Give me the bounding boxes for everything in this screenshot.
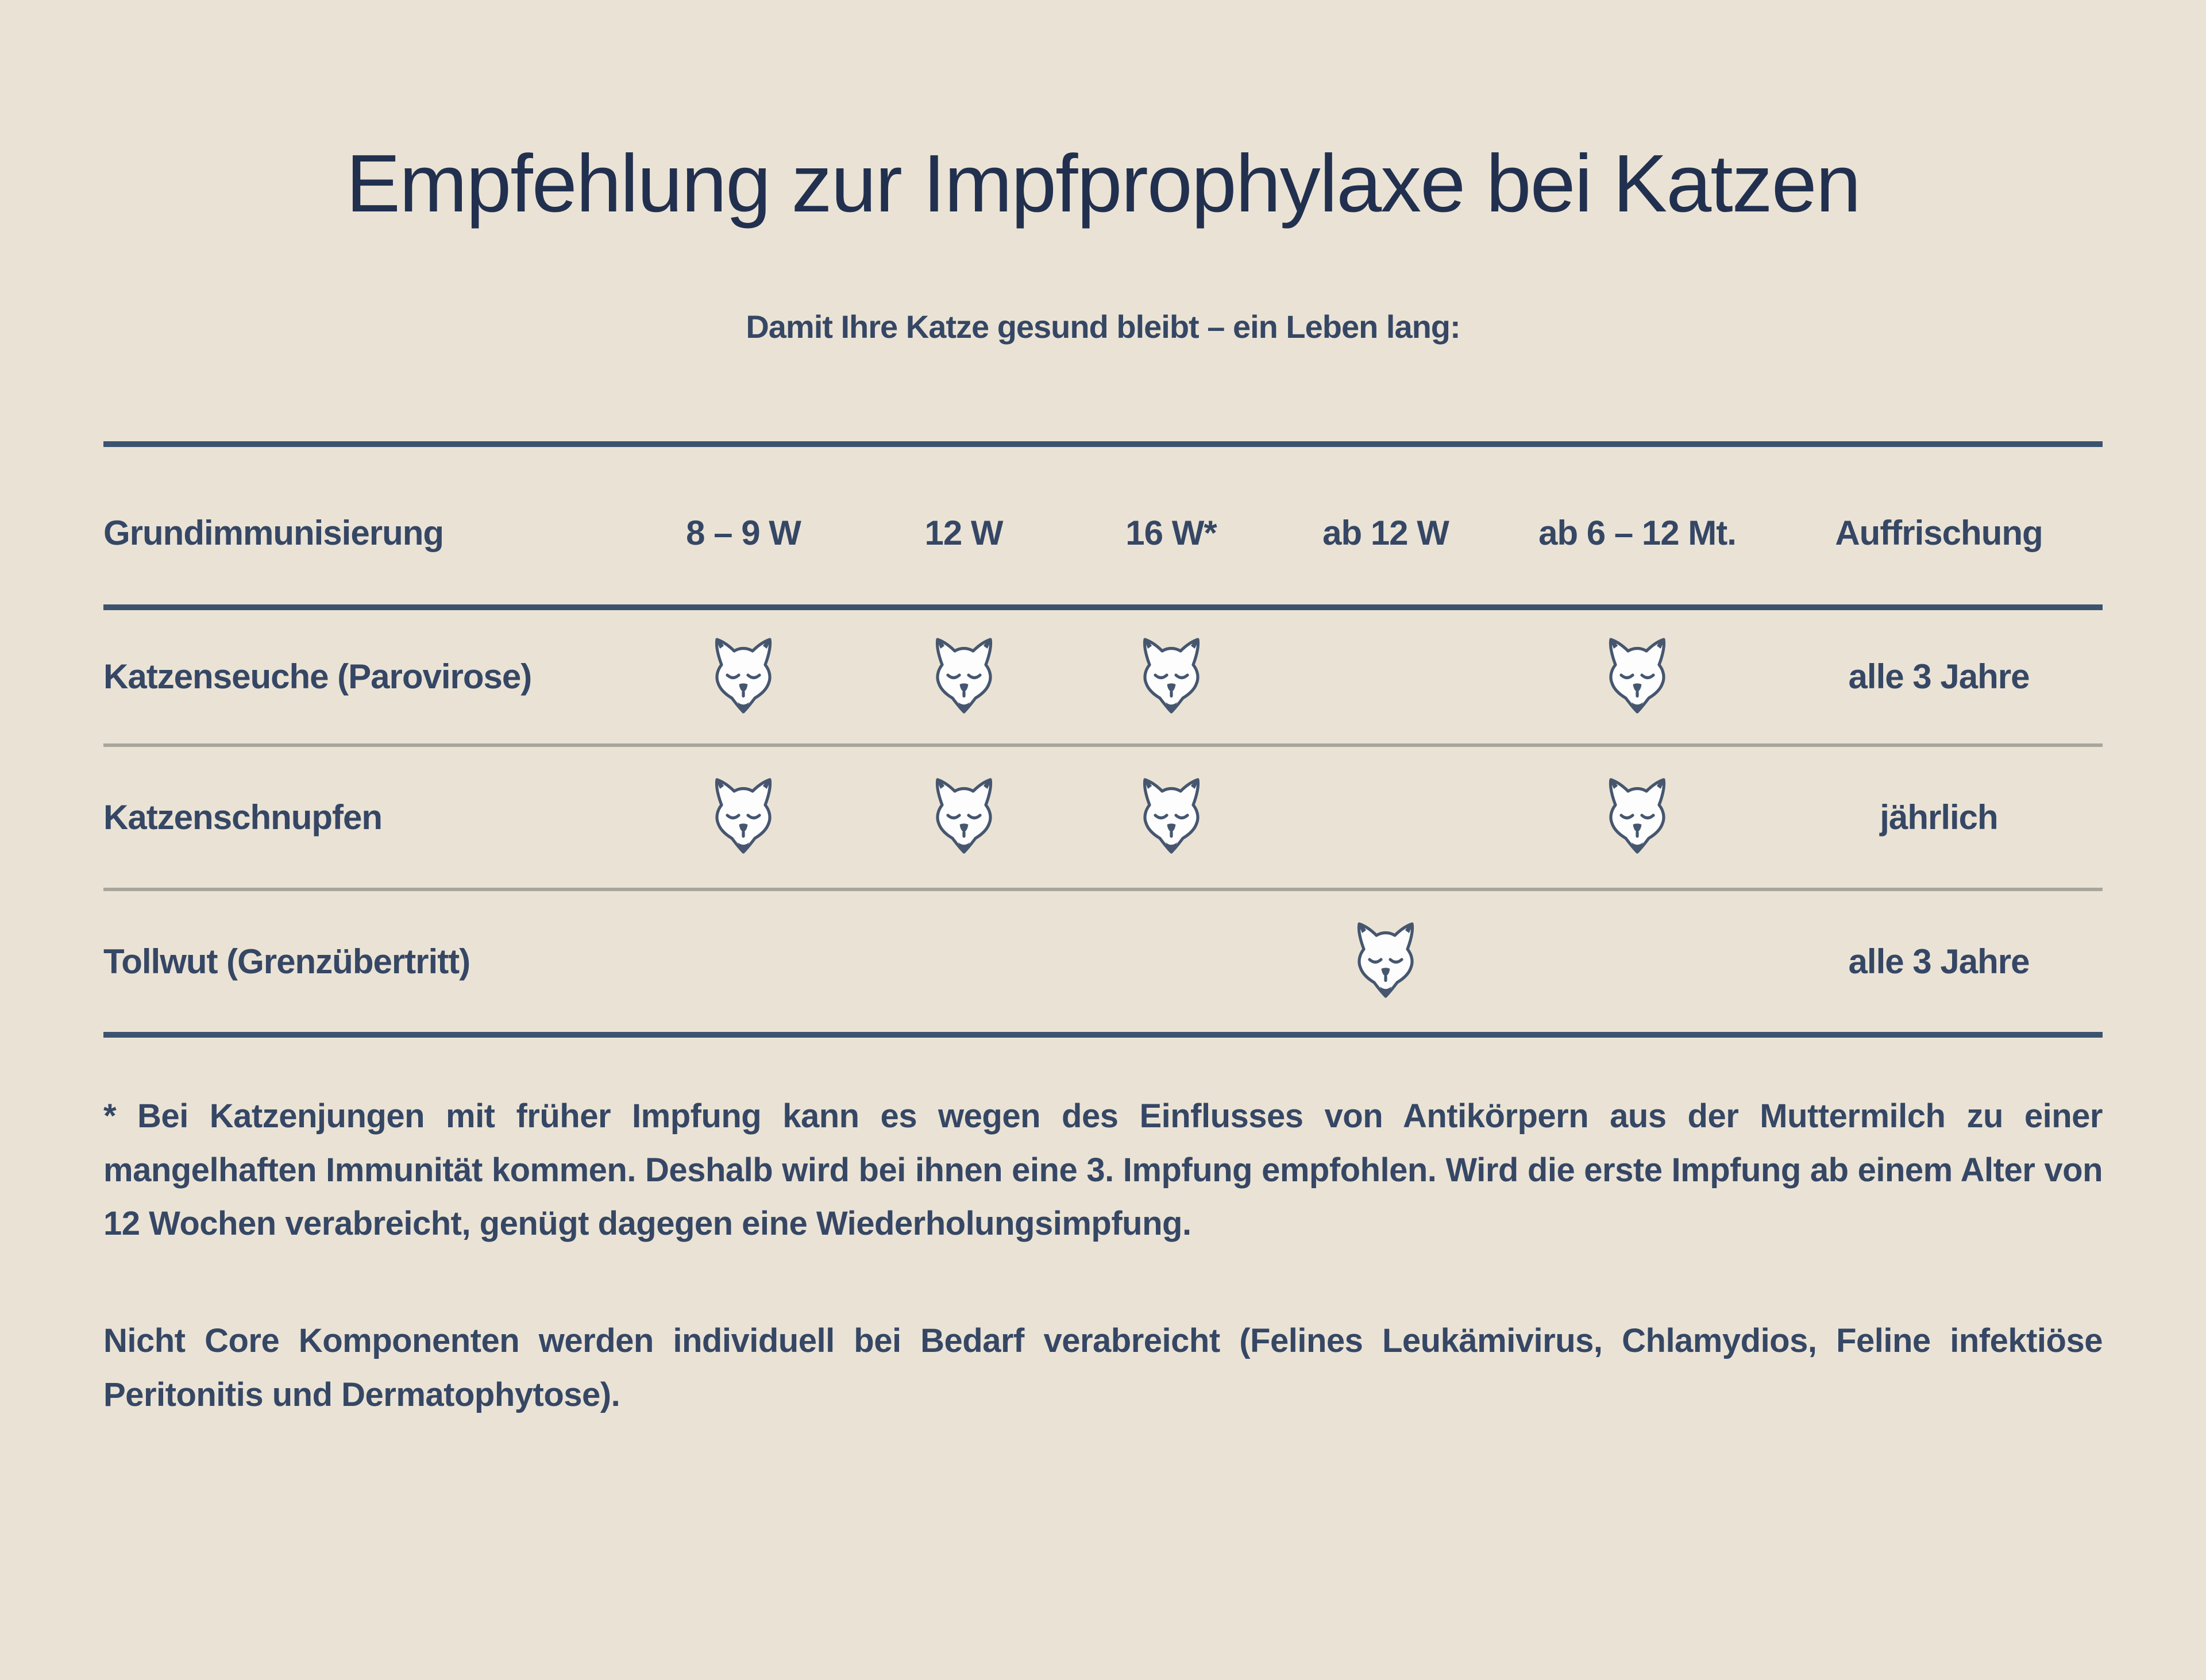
asterisk-footnote: * Bei Katzenjungen mit früher Impfung kann es wegen des Einflusses von Antikörpern aus der Muttermilch zu einer mangelhaften Immunität kommen. Deshalb wird bei ihnen eine 3. Impfung empfohlen. Wird die erste Impfung ab einem Alter von 12 Wochen verabreicht, genügt dagegen eine Wiederholungsimpfung.: [103, 1097, 2103, 1243]
disease-label: Katzenschnupfen: [103, 797, 383, 837]
header-16-w: 16 W*: [1125, 513, 1217, 552]
vaccination-mark-cell: [857, 633, 1070, 720]
refresh-interval: alle 3 Jahre: [1848, 942, 2030, 981]
header-ab-6-12-mt: ab 6 – 12 Mt.: [1538, 513, 1736, 552]
table-row: [103, 610, 2103, 743]
table-header-row: [103, 447, 2103, 604]
cat-face-icon: [931, 633, 997, 720]
vaccination-mark-cell: [1070, 633, 1272, 720]
cat-face-icon: [1352, 918, 1419, 1005]
table-top-rule: [103, 441, 2103, 447]
vaccination-mark-cell: [1272, 918, 1499, 1005]
table-body: [103, 610, 2103, 1032]
cat-face-icon: [1138, 773, 1205, 861]
cat-face-icon: [1604, 633, 1671, 720]
header-grundimmunisierung: Grundimmunisierung: [103, 513, 444, 552]
header-auffrischung: Auffrischung: [1835, 513, 2043, 552]
cat-face-icon: [931, 773, 997, 861]
vaccination-infographic: [103, 135, 2103, 1422]
non-core-footnote: Nicht Core Komponenten werden individuell bei Bedarf verabreicht (Felines Leukämivirus, Chlamydios, Feline infektiöse Peritonitis und Dermatophytose).: [103, 1322, 2103, 1414]
cat-face-icon: [1138, 633, 1205, 720]
vaccination-mark-cell: [1499, 633, 1775, 720]
header-8-9-w: 8 – 9 W: [686, 513, 801, 552]
header-ab-12-w: ab 12 W: [1322, 513, 1449, 552]
disease-label: Katzenseuche (Parovirose): [103, 657, 532, 696]
vaccination-mark-cell: [857, 773, 1070, 861]
header-12-w: 12 W: [924, 513, 1003, 552]
cat-face-icon: [710, 773, 777, 861]
page-title: Empfehlung zur Impfprophylaxe bei Katzen: [346, 138, 1860, 229]
cat-face-icon: [1604, 773, 1671, 861]
page-subtitle: Damit Ihre Katze gesund bleibt – ein Leben lang:: [746, 309, 1460, 345]
vaccination-mark-cell: [1070, 773, 1272, 861]
disease-label: Tollwut (Grenzübertritt): [103, 942, 470, 981]
table-row: [103, 747, 2103, 888]
table-bottom-rule: [103, 1032, 2103, 1038]
vaccination-mark-cell: [630, 773, 857, 861]
table-row: [103, 891, 2103, 1032]
refresh-interval: alle 3 Jahre: [1848, 657, 2030, 696]
refresh-interval: jährlich: [1880, 797, 1998, 837]
cat-face-icon: [710, 633, 777, 720]
vaccination-mark-cell: [630, 633, 857, 720]
vaccination-mark-cell: [1499, 773, 1775, 861]
infographic-background: [0, 135, 2206, 1680]
header-bottom-rule: [103, 604, 2103, 610]
